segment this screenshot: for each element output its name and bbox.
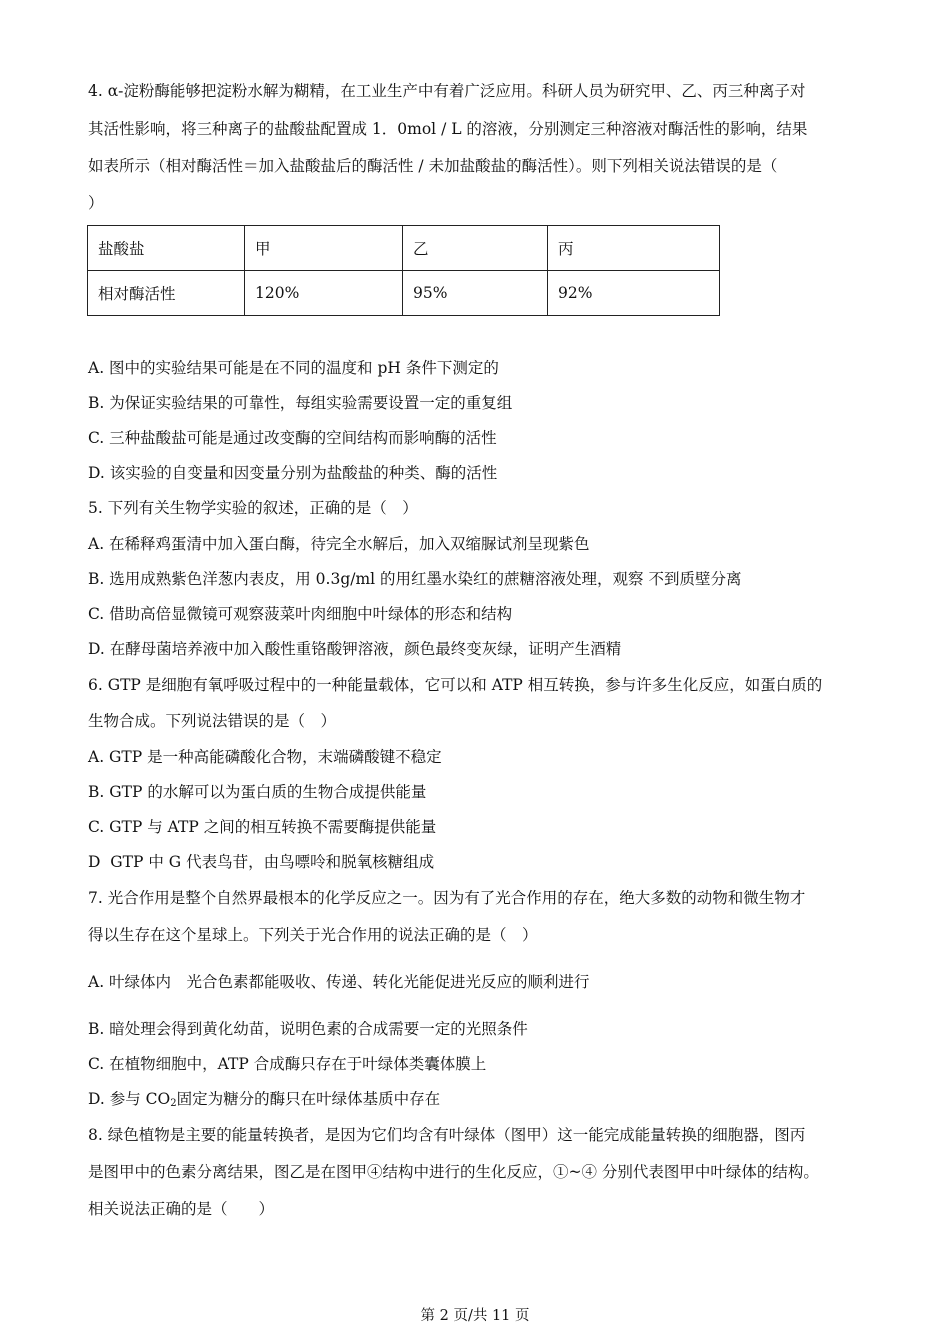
co2-subscript: 2	[170, 1098, 177, 1109]
salt-activity-table	[87, 225, 720, 316]
q4-option-b: B. 为保证实验结果的可靠性，每组实验需要设置一定的重复组	[88, 394, 513, 412]
table-cell: 丙	[548, 226, 720, 271]
q4-option-d: D. 该实验的自变量和因变量分别为盐酸盐的种类、酶的活性	[88, 464, 498, 482]
q4-stem-line-2: 其活性影响，将三种离子的盐酸盐配置成 1．0mol / L 的溶液，分别测定三种溶液对酶活性的影响，结果	[88, 120, 808, 138]
q4-option-a: A. 图中的实验结果可能是在不同的温度和 pH 条件下测定的	[88, 359, 499, 377]
q8-stem-line-1: 8. 绿色植物是主要的能量转换者，是因为它们均含有叶绿体（图甲）这一能完成能量转换的细胞器，图丙	[88, 1126, 806, 1144]
q5-option-d: D. 在酵母菌培养液中加入酸性重铬酸钾溶液，颜色最终变灰绿，证明产生酒精	[88, 640, 622, 658]
q4-stem-line-4: ）	[88, 194, 104, 212]
table-cell: 乙	[403, 226, 548, 271]
q6-option-c: C. GTP 与 ATP 之间的相互转换不需要酶提供能量	[88, 818, 437, 836]
q8-stem-line-3: 相关说法正确的是（ ）	[88, 1200, 275, 1218]
q4-stem-line-3: 如表所示（相对酶活性＝加入盐酸盐后的酶活性 / 未加盐酸盐的酶活性）。则下列相关说法错误的是（	[88, 157, 778, 175]
q7-option-d-prefix: D. 参与 CO	[88, 1090, 171, 1108]
table-cell: 相对酶活性	[88, 271, 245, 316]
q6-option-b: B. GTP 的水解可以为蛋白质的生物合成提供能量	[88, 783, 427, 801]
q7-option-d	[88, 1088, 440, 1115]
table-cell: 盐酸盐	[88, 226, 245, 271]
q4-option-c: C. 三种盐酸盐可能是通过改变酶的空间结构而影响酶的活性	[88, 429, 497, 447]
q5-option-c: C. 借助高倍显微镜可观察菠菜叶肉细胞中叶绿体的形态和结构	[88, 605, 513, 623]
q5-stem: 5. 下列有关生物学实验的叙述，正确的是（ ）	[88, 499, 418, 517]
q5-option-a: A. 在稀释鸡蛋清中加入蛋白酶，待完全水解后，加入双缩脲试剂呈现紫色	[88, 535, 590, 553]
table-cell: 95%	[403, 271, 548, 316]
q6-stem-line-2: 生物合成。下列说法错误的是（ ）	[88, 712, 337, 730]
table-row	[88, 271, 720, 316]
q7-option-a: A. 叶绿体内 光合色素都能吸收、传递、转化光能促进光反应的顺利进行	[88, 973, 590, 991]
q7-option-d-suffix: 固定为糖分的酶只在叶绿体基质中存在	[176, 1090, 441, 1108]
table-cell: 120%	[245, 271, 403, 316]
q4-stem-line-1: 4. α-淀粉酶能够把淀粉水解为糊精，在工业生产中有着广泛应用。科研人员为研究甲、乙、丙三种离子对	[88, 82, 806, 100]
q6-option-a: A. GTP 是一种高能磷酸化合物，末端磷酸键不稳定	[88, 748, 442, 766]
q7-stem-line-1: 7. 光合作用是整个自然界最根本的化学反应之一。因为有了光合作用的存在，绝大多数的动物和微生物才	[88, 889, 806, 907]
q5-option-b: B. 选用成熟紫色洋葱内表皮，用 0.3g/ml 的用红墨水染红的蔗糖溶液处理，观察 不到质壁分离	[88, 570, 742, 588]
table-header-row	[88, 226, 720, 271]
q6-stem-line-1: 6. GTP 是细胞有氧呼吸过程中的一种能量载体，它可以和 ATP 相互转换，参与许多生化反应，如蛋白质的	[88, 676, 823, 694]
q6-option-d: D GTP 中 G 代表鸟苷，由鸟嘌呤和脱氧核糖组成	[88, 853, 435, 871]
page-footer: 第 2 页/共 11 页	[420, 1308, 530, 1324]
table-cell: 甲	[245, 226, 403, 271]
q7-option-c: C. 在植物细胞中，ATP 合成酶只存在于叶绿体类囊体膜上	[88, 1055, 487, 1073]
q7-option-b: B. 暗处理会得到黄化幼苗，说明色素的合成需要一定的光照条件	[88, 1020, 528, 1038]
table-cell: 92%	[548, 271, 720, 316]
q7-stem-line-2: 得以生存在这个星球上。下列关于光合作用的说法正确的是（ ）	[88, 926, 538, 944]
q8-stem-line-2: 是图甲中的色素分离结果，图乙是在图甲④结构中进行的生化反应，①~④ 分别代表图甲中叶绿体的结构。	[88, 1163, 819, 1181]
